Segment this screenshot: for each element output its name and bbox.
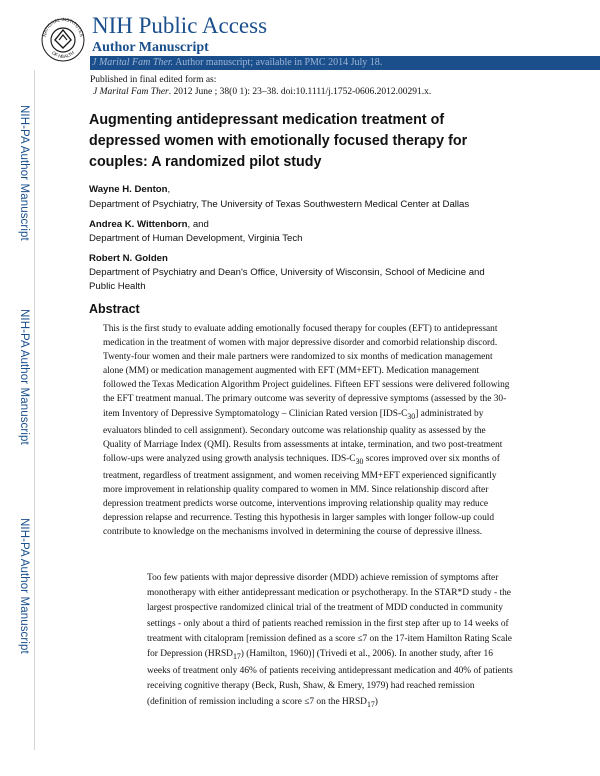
abstract-text-part: This is the first study to evaluate adding emotionally focused therapy for couples (EFT) to antidepressant medication in the treatment of women with major depressive disorder and comorbid relationship discord. Twenty-four women and their male partners were randomized to six months of medication management alone (MM) or medication management augmented with EFT (MM+EFT). Medication management followed the Texas Medication Algorithm Project guidelines. Fifteen EFT sessions were delivered following the EFT treatment manual. The primary outcome was severity of depressive symptoms (assessed by the 30-item Inventory of Depressive Symptomatology – Clinician Rated version [IDS-C bbox=[103, 324, 510, 419]
article-title: Augmenting antidepressant medication treatment of depressed women with emotionally focused therapy for couples: A randomized pilot study bbox=[89, 112, 468, 170]
header-citation bbox=[92, 57, 382, 69]
nih-logo bbox=[40, 8, 86, 68]
body-subscript: 17 bbox=[366, 699, 375, 709]
header-citation-journal: J Marital Fam Ther. bbox=[92, 57, 174, 68]
abstract-text-part: scores improved over six months of treatment, regardless of treatment assignment, and women receiving MM+EFT experienced significantly more improvement in relationship quality compared to women in MM. Since relationship discord after depression treatment predicts worse outcome, interventions improving relationship quality may reduce depression relapse and recurrence. Testing this hypothesis in larger samples with longer follow-up could contribute to knowledge on the mechanisms involved in determining the course of depressive illness. bbox=[103, 453, 500, 538]
author-name bbox=[89, 219, 209, 230]
author-affiliation: Department of Human Development, Virginia Tech bbox=[89, 233, 303, 244]
author-name-text: Wayne H. Denton bbox=[89, 184, 168, 195]
side-label bbox=[14, 85, 34, 260]
abstract-subscript: 30 bbox=[407, 411, 416, 421]
published-label: Published in final edited form as: bbox=[90, 75, 217, 85]
side-label-text: NIH-PA Author Manuscript bbox=[18, 517, 30, 654]
abstract-text-part: ] administrated by evaluators blinded to cell assignment). Secondary outcome was relationship quality as assessed by the Quality of Marriage Index (QMI). Results from assessments at intake, termination, and two post-treatment follow-ups were analyzed using growth analysis techniques. IDS-C bbox=[103, 408, 503, 464]
author-affiliation: Department of Psychiatry and Dean's Office, University of Wisconsin, School of Medicine and Public Health bbox=[89, 267, 485, 292]
nih-public-access-title: NIH Public Access bbox=[92, 13, 268, 38]
body-text-part: Too few patients with major depressive disorder (MDD) achieve remission of symptoms after monotherapy with either antidepressant medication or psychotherapy. In the STAR*D study - the largest prospective randomized clinical trial of the treatment of MDD conducted in community settings - only about a third of patients reached remission in the first step after up to 14 weeks of treatment with citalopram [remission defined as a score ≤7 on the 17-item Hamilton Rating Scale for Depression (HRSD bbox=[147, 573, 512, 660]
author-manuscript-subtitle: Author Manuscript bbox=[92, 40, 209, 55]
body-paragraph bbox=[147, 571, 513, 712]
author-name-text: Andrea K. Wittenborn bbox=[89, 219, 188, 230]
author-separator: , and bbox=[187, 219, 209, 230]
header-citation-rest: Author manuscript; available in PMC 2014 July 18. bbox=[175, 57, 383, 68]
author-separator: , bbox=[167, 184, 171, 195]
logo-text-top: NATIONAL INSTITUTES bbox=[42, 16, 84, 38]
author-name bbox=[89, 184, 170, 195]
publication-ref-detail: . 2012 June ; 38(0 1): 23–38. doi:10.1111/j.1752-0606.2012.00291.x. bbox=[168, 87, 432, 97]
body-subscript: 17 bbox=[232, 651, 241, 661]
publication-reference bbox=[93, 87, 431, 97]
side-label bbox=[14, 498, 34, 673]
abstract-subscript: 30 bbox=[355, 456, 364, 466]
author-name-text: Robert N. Golden bbox=[89, 253, 168, 264]
side-label-text: NIH-PA Author Manuscript bbox=[18, 308, 30, 445]
abstract-text bbox=[103, 322, 514, 539]
body-text-part: ) (Hamilton, 1960)] (Trivedi et al., 2006). In another study, after 16 weeks of treatment only 46% of patients receiving antidepressant medication and 40% of patients receiving cognitive therapy (Beck, Rush, Shaw, & Emery, 1979) had reached remission (definition of remission including a score ≤7 on the HRSD bbox=[147, 649, 513, 707]
body-text-part: ) bbox=[374, 696, 378, 707]
author-affiliation: Department of Psychiatry, The University of Texas Southwestern Medical Center at Dallas bbox=[89, 199, 470, 210]
side-label bbox=[14, 289, 34, 464]
side-label-text: NIH-PA Author Manuscript bbox=[18, 104, 30, 241]
svg-text:NATIONAL INSTITUTES bbox=[42, 17, 84, 37]
abstract-heading: Abstract bbox=[89, 302, 140, 316]
publication-journal: J Marital Fam Ther bbox=[93, 87, 169, 97]
logo-text-bottom: OF HEALTH bbox=[50, 50, 76, 60]
author-name bbox=[89, 253, 168, 264]
